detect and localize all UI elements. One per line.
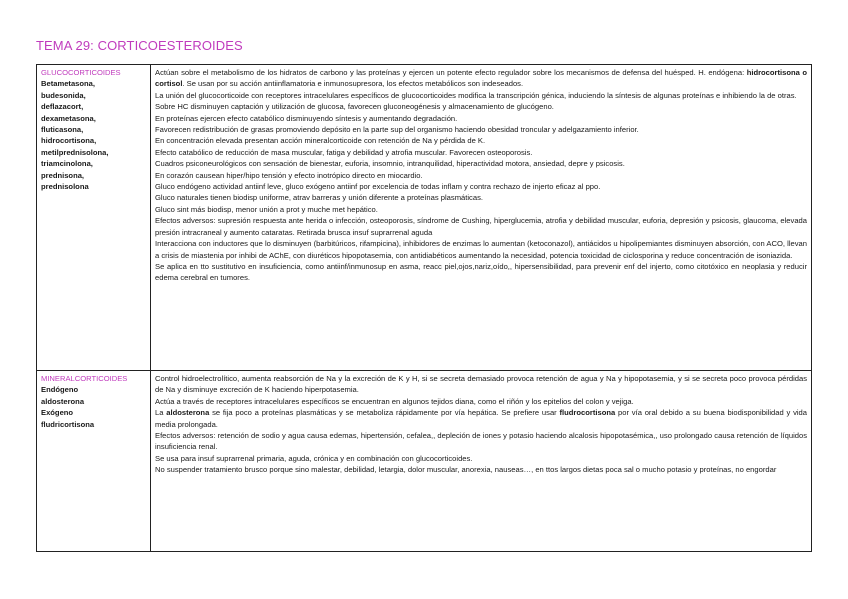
text-fragment: . Se usan por su acción antiinflamatoria e inmunosupresora, los efectos metabólicos son indeseados. <box>182 79 524 89</box>
drug-name: budesonida, <box>41 90 86 100</box>
drug-name: Endógeno <box>41 385 79 395</box>
drug-name: hidrocortisona, <box>41 136 97 146</box>
gluco-paragraph: En concentración elevada presentan acción mineralcorticoide con retención de Na y pérdida de K. <box>155 136 486 146</box>
drug-name: prednisona, <box>41 170 85 180</box>
drug-name: Betametasona, <box>41 79 96 89</box>
corticosteroids-table <box>36 64 812 552</box>
gluco-paragraph: La unión del glucocorticoide con receptores intracelulares específicos de glucocorticoides modifica la transcripción génica, induciendo la síntesis de algunas proteínas e inhibiendo la de otras. <box>155 90 797 100</box>
text-fragment: Actúan sobre el metabolismo de los hidratos de carbono y las proteínas y ejercen un potente efecto regulador sobre los mecanismos de defensa del huésped. H. endógena: <box>155 68 747 77</box>
mineral-paragraph: Actúa a través de receptores intracelulares específicos se encuentran en algunos tejidos diana, como el riñón y los epitelios del colon y vejiga. <box>155 396 634 406</box>
drug-name: dexametasona, <box>41 113 96 123</box>
drug-name: fludricortisona <box>41 419 95 429</box>
drug-name: metilprednisolona, <box>41 147 109 157</box>
table-row-mineralocorticoids <box>37 371 812 552</box>
highlight-term: aldosterona <box>166 408 210 418</box>
mineral-paragraph-pharmacokinetics <box>155 407 807 430</box>
mineral-paragraph-adverse-effects: Efectos adversos: retención de sodio y agua causa edemas, hipertensión, cefalea,, depleción de iones y potasio haciendo alcalosis hipopotasémica,, uso prolongado causa retención de líquidos insuficiencia renal. <box>155 431 807 452</box>
gluco-paragraph: Gluco sint más biodisp, menor unión a prot y muche met hepático. <box>155 204 378 214</box>
drug-name: Exógeno <box>41 408 74 418</box>
drug-name: triamcinolona, <box>41 159 93 169</box>
drug-name: aldosterona <box>41 396 85 406</box>
text-fragment: por vía oral debido a su buena biodisponibilidad y vida media prolongada. <box>155 408 807 429</box>
highlight-term: fludrocortisona <box>559 408 616 418</box>
table-row-glucocorticoids <box>37 65 812 371</box>
glucocorticoids-description-cell <box>151 65 812 371</box>
mineralocorticoids-description-cell <box>151 371 812 552</box>
gluco-paragraph: Cuadros psiconeurológicos con sensación de bienestar, euforia, insomnio, intranquilidad, hiperactividad motora, ansiedad, depre y psicosis. <box>155 159 625 169</box>
gluco-paragraph: En corazón causean hiper/hipo tensión y efecto inotrópico directo en miocardio. <box>155 170 423 180</box>
drug-name: fluticasona, <box>41 125 84 135</box>
glucocorticoids-drug-cell <box>37 65 151 371</box>
gluco-paragraph: Gluco naturales tienen biodisp uniforme, atrav barreras y unión diferente a proteínas plasmáticas. <box>155 193 483 203</box>
gluco-paragraph: Gluco endógeno actividad antiinf leve, gluco exógeno antiinf por excelencia de todas inflam y contra rechazo de injerto eficaz al ppo. <box>155 182 601 192</box>
gluco-paragraph: Favorecen redistribución de grasas promoviendo depósito en la parte sup del organismo haciendo obesidad troncular y adelgazamiento inferior. <box>155 125 639 135</box>
drug-name: prednisolona <box>41 182 89 192</box>
mineral-paragraph: No suspender tratamiento brusco porque sino malestar, debilidad, letargia, dolor muscular, anorexia, nauseas…, en ttos largos dietas poca sal o mucho potasio y proteínas, no engordar <box>155 465 777 475</box>
page-title: TEMA 29: CORTICOESTEROIDES <box>36 38 243 53</box>
text-fragment: La <box>155 408 167 418</box>
glucocorticoids-heading: GLUCOCORTICOIDES <box>41 68 121 77</box>
gluco-paragraph: Sobre HC disminuyen captación y utilización de glucosa, favorecen gluconeogénesis y almacenamiento de glucógeno. <box>155 102 554 112</box>
gluco-paragraph-uses: Se aplica en tto sustitutivo en insuficiencia, como antiinf/inmunosup en asma, reacc piel,ojos,nariz,oído,, hipersensibilidad, para prevenir enf del injerto, como citotóxico en neoplasia y reducir edema cerebral en tumores. <box>155 261 807 283</box>
mineralocorticoids-heading: MINERALCORTICOIDES <box>41 374 128 383</box>
gluco-paragraph-interactions: Interacciona con inductores que lo disminuyen (barbitúricos, rifampicina), inhibidores de enzimas lo aumentan (ketoconazol), antiácidos u hipolipemiantes disminuyen absorción, con ACO, llevan a crisis de miastenia por inhibi de AChE, con diuréticos hipopotasemia, con antidiabéticos aumentando la necesidad, potencia toxicidad de ciclosporina y reduce concentración de isoniazida. <box>155 239 807 260</box>
mineral-paragraph: Control hidroelectrolítico, aumenta reabsorción de Na y la excreción de K y H, si se secreta demasiado provoca retención de agua y Na y hipopotasemia, y si se secreta poco provoca pérdidas de Na y disminuye excreción de K haciendo hiperpotasemia. <box>155 374 807 395</box>
text-fragment: se fija poco a proteínas plasmáticas y se metaboliza rápidamente por vía hepática. Se prefiere usar <box>209 408 560 418</box>
highlight-term: hidrocortisona o cortisol <box>155 68 807 89</box>
gluco-paragraph: En proteínas ejercen efecto catabólico disminuyendo síntesis y aumentando degradación. <box>155 113 458 123</box>
gluco-paragraph: Efecto catabólico de reducción de masa muscular, fatiga y debilidad y atrofia muscular. Favorecen osteoporosis. <box>155 147 533 157</box>
mineral-paragraph: Se usa para insuf suprarrenal primaria, aguda, crónica y en combinación con glucocorticoides. <box>155 453 473 463</box>
drug-name: deflazacort, <box>41 102 84 112</box>
gluco-paragraph-mechanism <box>155 67 807 90</box>
gluco-paragraph-adverse-effects: Efectos adversos: supresión respuesta ante herida o infección, osteoporosis, síndrome de Cushing, hiperglucemia, atrofia y debilidad muscular, euforia, depresión y psicosis, glaucoma, elevada presión intracraneal y aumento cataratas. Retirada brusca insuf suprarrenal aguda <box>155 216 807 237</box>
mineralocorticoids-drug-cell <box>37 371 151 552</box>
